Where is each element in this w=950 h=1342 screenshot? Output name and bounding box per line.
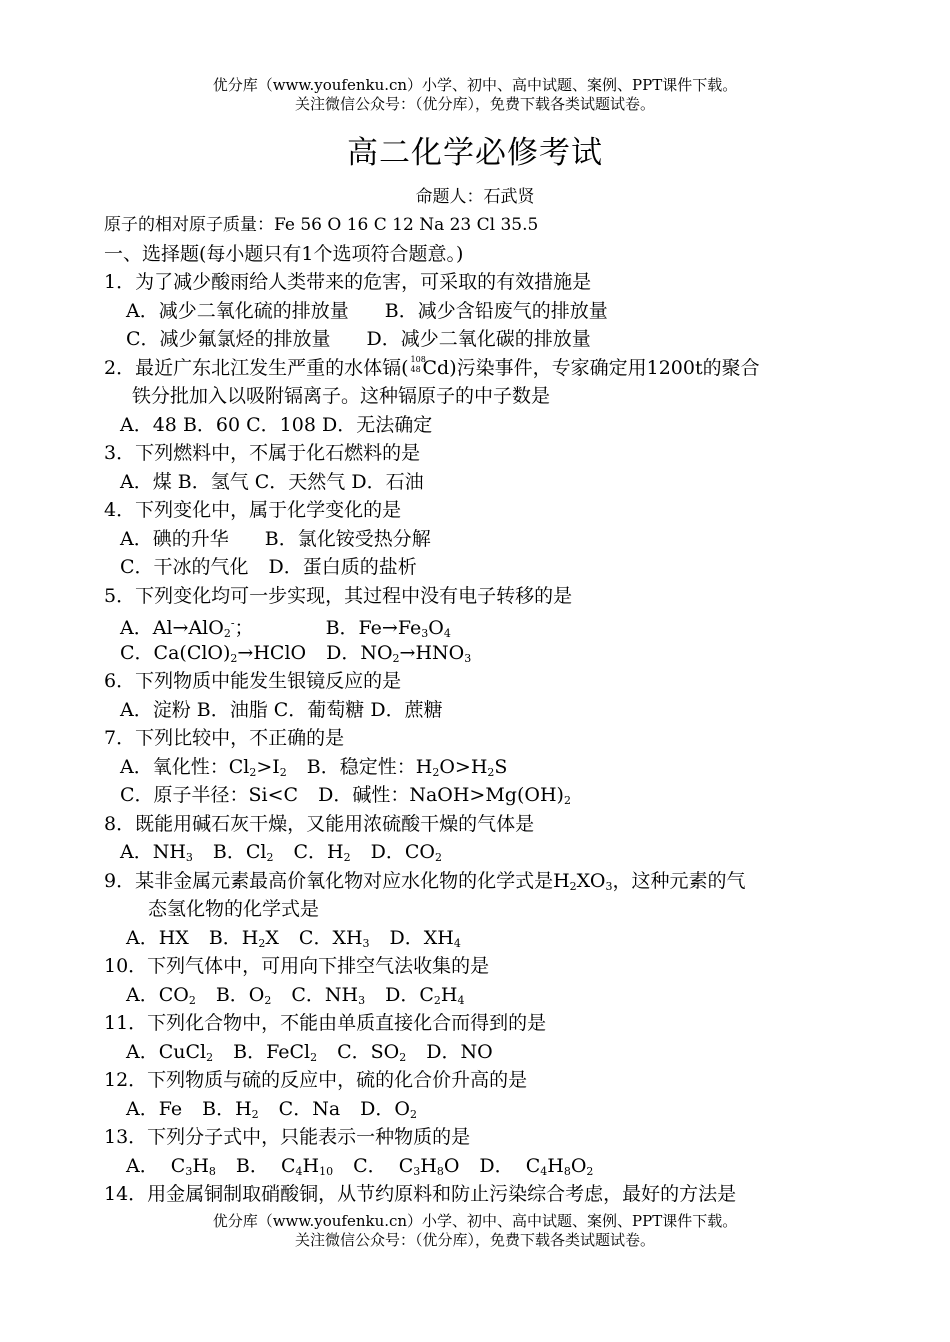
option-a: A．$CO_2$: [126, 983, 196, 1007]
question-9-stem: 9．某非金属元素最高价氧化物对应水化物的化学式是$H_2XO_3$，这种元素的气: [104, 869, 746, 893]
option-d: D．$CO_2$: [370, 841, 442, 864]
option-b: B．稳定性：$H_2O>H_2S$: [306, 755, 508, 779]
exam-author: 命题人：石武贤: [415, 187, 535, 207]
question-13-stem: 13．下列分子式中，只能表示一种物质的是: [104, 1126, 471, 1148]
option-a: A． $C_3H_8$: [126, 1154, 216, 1178]
isotope-atomic-number: 48: [410, 364, 421, 374]
question-2-stem: [104, 354, 849, 383]
option-a: A．减少二氧化硫的排放量: [126, 299, 349, 322]
option-d: D．$XH_4$: [389, 926, 461, 950]
question-12-options: [104, 1095, 849, 1124]
question-9-stem-cont: 态氢化物的化学式是: [148, 898, 320, 920]
option-c: C．$SO_2$: [337, 1040, 407, 1064]
option-c: C． $C_3H_8O$: [353, 1154, 460, 1178]
option-b: B．氯化铵受热分解: [264, 527, 431, 550]
question-4-options-cd: [104, 553, 849, 582]
question-3-stem: 3．下列燃料中，不属于化石燃料的是: [104, 442, 421, 464]
option-a: A．Al→AlO$_2$-；: [120, 617, 254, 641]
question-11-stem: 11．下列化合物中，不能由单质直接化合而得到的是: [104, 1012, 547, 1034]
option-d: D． $C_4H_8O_2$: [479, 1154, 594, 1178]
option-a: A．碘的升华: [120, 527, 229, 550]
option-a: A．$NH_3$: [120, 841, 193, 864]
question-5-options-cd: [104, 639, 849, 668]
header-banner-line2: 关注微信公众号：（优分库），免费下载各类试题试卷。: [294, 95, 655, 113]
option-c: C．$NH_3$: [291, 983, 366, 1007]
question-10-stem: 10．下列气体中，可用向下排空气法收集的是: [104, 955, 490, 977]
question-8-options: [104, 838, 849, 867]
option-b: B．$O_2$: [215, 983, 272, 1007]
question-12-stem: 12．下列物质与硫的反应中，硫的化合价升高的是: [104, 1069, 528, 1091]
question-14-stem: 14．用金属铜制取硝酸铜，从节约原料和防止污染综合考虑，最好的方法是: [104, 1183, 737, 1205]
atomic-masses: 原子的相对原子质量：Fe 56 O 16 C 12 Na 23 Cl 35.5: [104, 215, 539, 235]
option-b: B．$H_2X$: [208, 926, 279, 950]
header-banner-line1: 优分库（www.youfenku.cn）小学、初中、高中试题、案例、PPT课件下载。: [212, 76, 738, 94]
option-c: C．$H_2$: [293, 841, 351, 864]
question-8-stem: 8．既能用碱石灰干燥，又能用浓硫酸干燥的气体是: [104, 812, 535, 835]
question-7-stem: 7．下列比较中，不正确的是: [104, 727, 345, 749]
option-c: C．$Ca(ClO)_2\to HClO$: [120, 641, 307, 665]
option-a: A．CuCl$_2$: [126, 1040, 214, 1064]
footer-banner-line1: 优分库（www.youfenku.cn）小学、初中、高中试题、案例、PPT课件下载。: [212, 1212, 738, 1230]
option-d: D．减少二氧化碳的排放量: [366, 328, 591, 350]
question-7-options-cd: [104, 781, 849, 810]
option-c: C．原子半径：Si<C: [120, 784, 299, 806]
section-heading: 一、选择题(每小题只有1个选项符合题意。): [104, 242, 464, 265]
option-d: D．碱性：$NaOH>Mg(OH)_2$: [318, 784, 571, 807]
cadmium-isotope-notation: [409, 354, 426, 376]
option-d: D．$O_2$: [360, 1097, 417, 1121]
option-d: D．$NO_2\to HNO_3$: [326, 641, 472, 665]
option-c: C．Na: [278, 1097, 341, 1120]
question-1-options-ab: [104, 297, 849, 326]
option-b: B．FeCl$_2$: [233, 1040, 318, 1064]
question-4-options-ab: [104, 525, 849, 554]
question-6-options: A．淀粉 B．油脂 C．葡萄糖 D．蔗糖: [120, 698, 443, 721]
option-b: B．减少含铅废气的排放量: [384, 299, 608, 322]
option-d: D．$C_2H_4$: [385, 983, 465, 1007]
option-c: C．$XH_3$: [298, 926, 370, 950]
option-d: D．NO: [426, 1040, 493, 1063]
question-5-stem: 5．下列变化均可一步实现，其过程中没有电子转移的是: [104, 584, 573, 607]
isotope-mass-number: 108: [410, 354, 426, 364]
question-2-stem-cont: 铁分批加入以吸附镉离子。这种镉原子的中子数是: [132, 385, 551, 407]
option-c: C．减少氟氯烃的排放量: [126, 328, 331, 350]
question-2-stem-pre: 2．最近广东北江发生严重的水体镉(: [104, 356, 409, 379]
question-4-stem: 4．下列变化中，属于化学变化的是: [104, 499, 402, 521]
exam-title: 高二化学必修考试: [347, 135, 603, 171]
question-2-options: A．48 B．60 C．108 D．无法确定: [120, 413, 433, 436]
option-a: A．HX: [126, 926, 189, 949]
option-b: B．$H_2$: [202, 1097, 259, 1121]
question-7-options-ab: [104, 753, 849, 782]
question-1-options-cd: [104, 325, 849, 354]
question-11-options: [104, 1038, 849, 1067]
question-9-options: [104, 924, 849, 953]
question-13-options: [104, 1152, 849, 1181]
footer-banner-line2: 关注微信公众号：（优分库），免费下载各类试题试卷。: [294, 1231, 655, 1249]
option-b: B．$Cl_2$: [212, 841, 274, 864]
question-1-stem: 1．为了减少酸雨给人类带来的危害，可采取的有效措施是: [104, 271, 592, 293]
question-10-options: [104, 981, 849, 1010]
question-5-options-ab: [104, 610, 849, 639]
question-3-options: A．煤 B．氢气 C．天然气 D．石油: [120, 470, 424, 493]
question-2-stem-post: Cd)污染事件，专家确定用1200t的聚合: [422, 356, 760, 379]
option-b: B． $C_4H_{10}$: [235, 1154, 334, 1178]
option-a: A．氧化性：$Cl_2>I_2$: [120, 755, 287, 779]
header-banner: [0, 76, 950, 114]
footer-banner: [0, 1212, 950, 1250]
option-b: B．$Fe\to Fe_3O_4$: [325, 617, 451, 641]
exam-body: [104, 211, 849, 1209]
option-a: A．Fe: [126, 1097, 183, 1120]
question-6-stem: 6．下列物质中能发生银镜反应的是: [104, 670, 402, 692]
option-c: C．干冰的气化: [120, 556, 249, 578]
option-d: D．蛋白质的盐析: [268, 556, 417, 578]
